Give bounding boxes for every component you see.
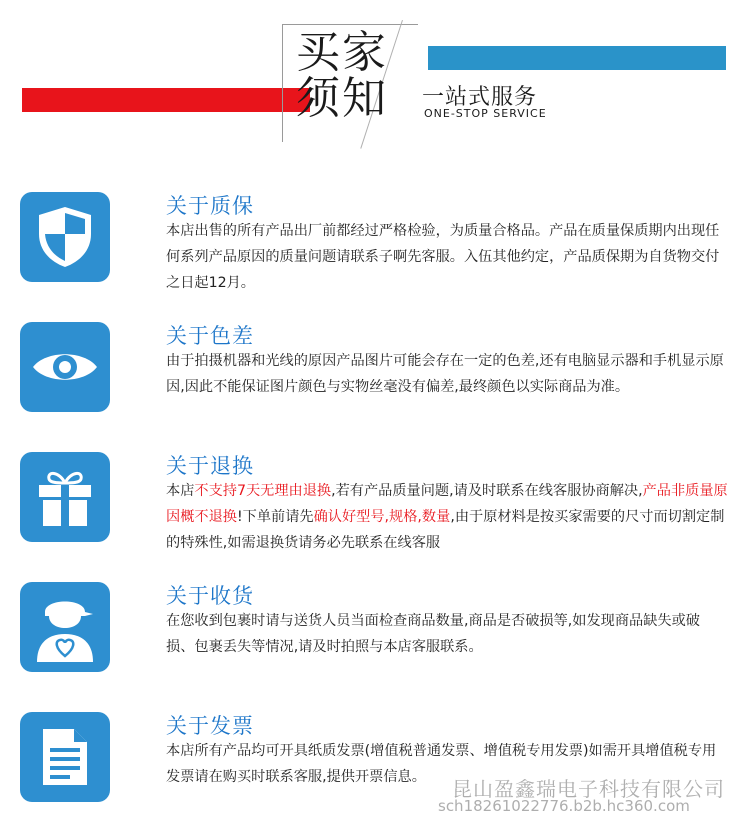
- highlight-text: 确认好型号,规格,数量: [313, 509, 451, 525]
- section-title: 关于收货: [166, 584, 254, 608]
- section-body: 本店出售的所有产品出厂前都经过严格检验，为质量合格品。产品在质量保质期内出现任何系列产品原因的质量问题请联系子啊先客服。入伍其他约定，产品质保期为自货物交付之日起12月。: [166, 223, 720, 291]
- watermark-company: 昆山盈鑫瑞电子科技有限公司: [452, 777, 725, 801]
- page-title-line1: 买家: [296, 27, 388, 78]
- red-accent-bar: [22, 88, 310, 112]
- section-title: 关于质保: [166, 194, 254, 218]
- page-subtitle-en: ONE-STOP SERVICE: [424, 107, 547, 120]
- title-frame-line: [282, 24, 283, 142]
- section-body: 在您收到包裹时请与送货人员当面检查商品数量,商品是否破损等,如发现商品缺失或破损、包裹丢失等情况,请及时拍照与本店客服联系。: [166, 613, 700, 655]
- body-text: !下单前请先: [236, 509, 314, 525]
- document-icon: [20, 712, 110, 802]
- eye-icon: [20, 322, 110, 412]
- delivery-person-icon: [20, 582, 110, 672]
- section-title: 关于色差: [166, 324, 254, 348]
- page-title-line2: 须知: [296, 73, 388, 124]
- page-title: [296, 27, 436, 124]
- gift-icon: [20, 452, 110, 542]
- highlight-text: 不支持7天无理由退换: [194, 483, 332, 499]
- watermark-url: sch18261022776.b2b.hc360.com: [438, 797, 690, 815]
- section-body: 本店所有产品均可开具纸质发票(增值税普通发票、增值税专用发票)如需开具增值税专用发票请在购买时联系客服,提供开票信息。: [166, 743, 717, 785]
- section-title: 关于退换: [166, 454, 254, 478]
- highlight-text: 产品非质量原因概不退换: [166, 483, 728, 525]
- page-subtitle: 一站式服务: [422, 85, 538, 110]
- section-body: [166, 478, 728, 556]
- body-text: 本店: [166, 483, 195, 499]
- section-body: 由于拍摄机器和光线的原因产品图片可能会存在一定的色差,还有电脑显示器和手机显示原因,因此不能保证图片颜色与实物丝毫没有偏差,最终颜色以实际商品为准。: [166, 353, 724, 395]
- shield-icon: [20, 192, 110, 282]
- title-frame-line: [282, 24, 418, 25]
- page-header: [0, 0, 750, 160]
- body-text: ,若有产品质量问题,请及时联系在线客服协商解决,: [331, 483, 643, 499]
- blue-accent-bar: [428, 46, 726, 70]
- section-title: 关于发票: [166, 714, 254, 738]
- body-text: ,由于原材料是按买家需要的尺寸而切割定制的特殊性,如需退换货请务必先联系在线客服: [166, 509, 725, 551]
